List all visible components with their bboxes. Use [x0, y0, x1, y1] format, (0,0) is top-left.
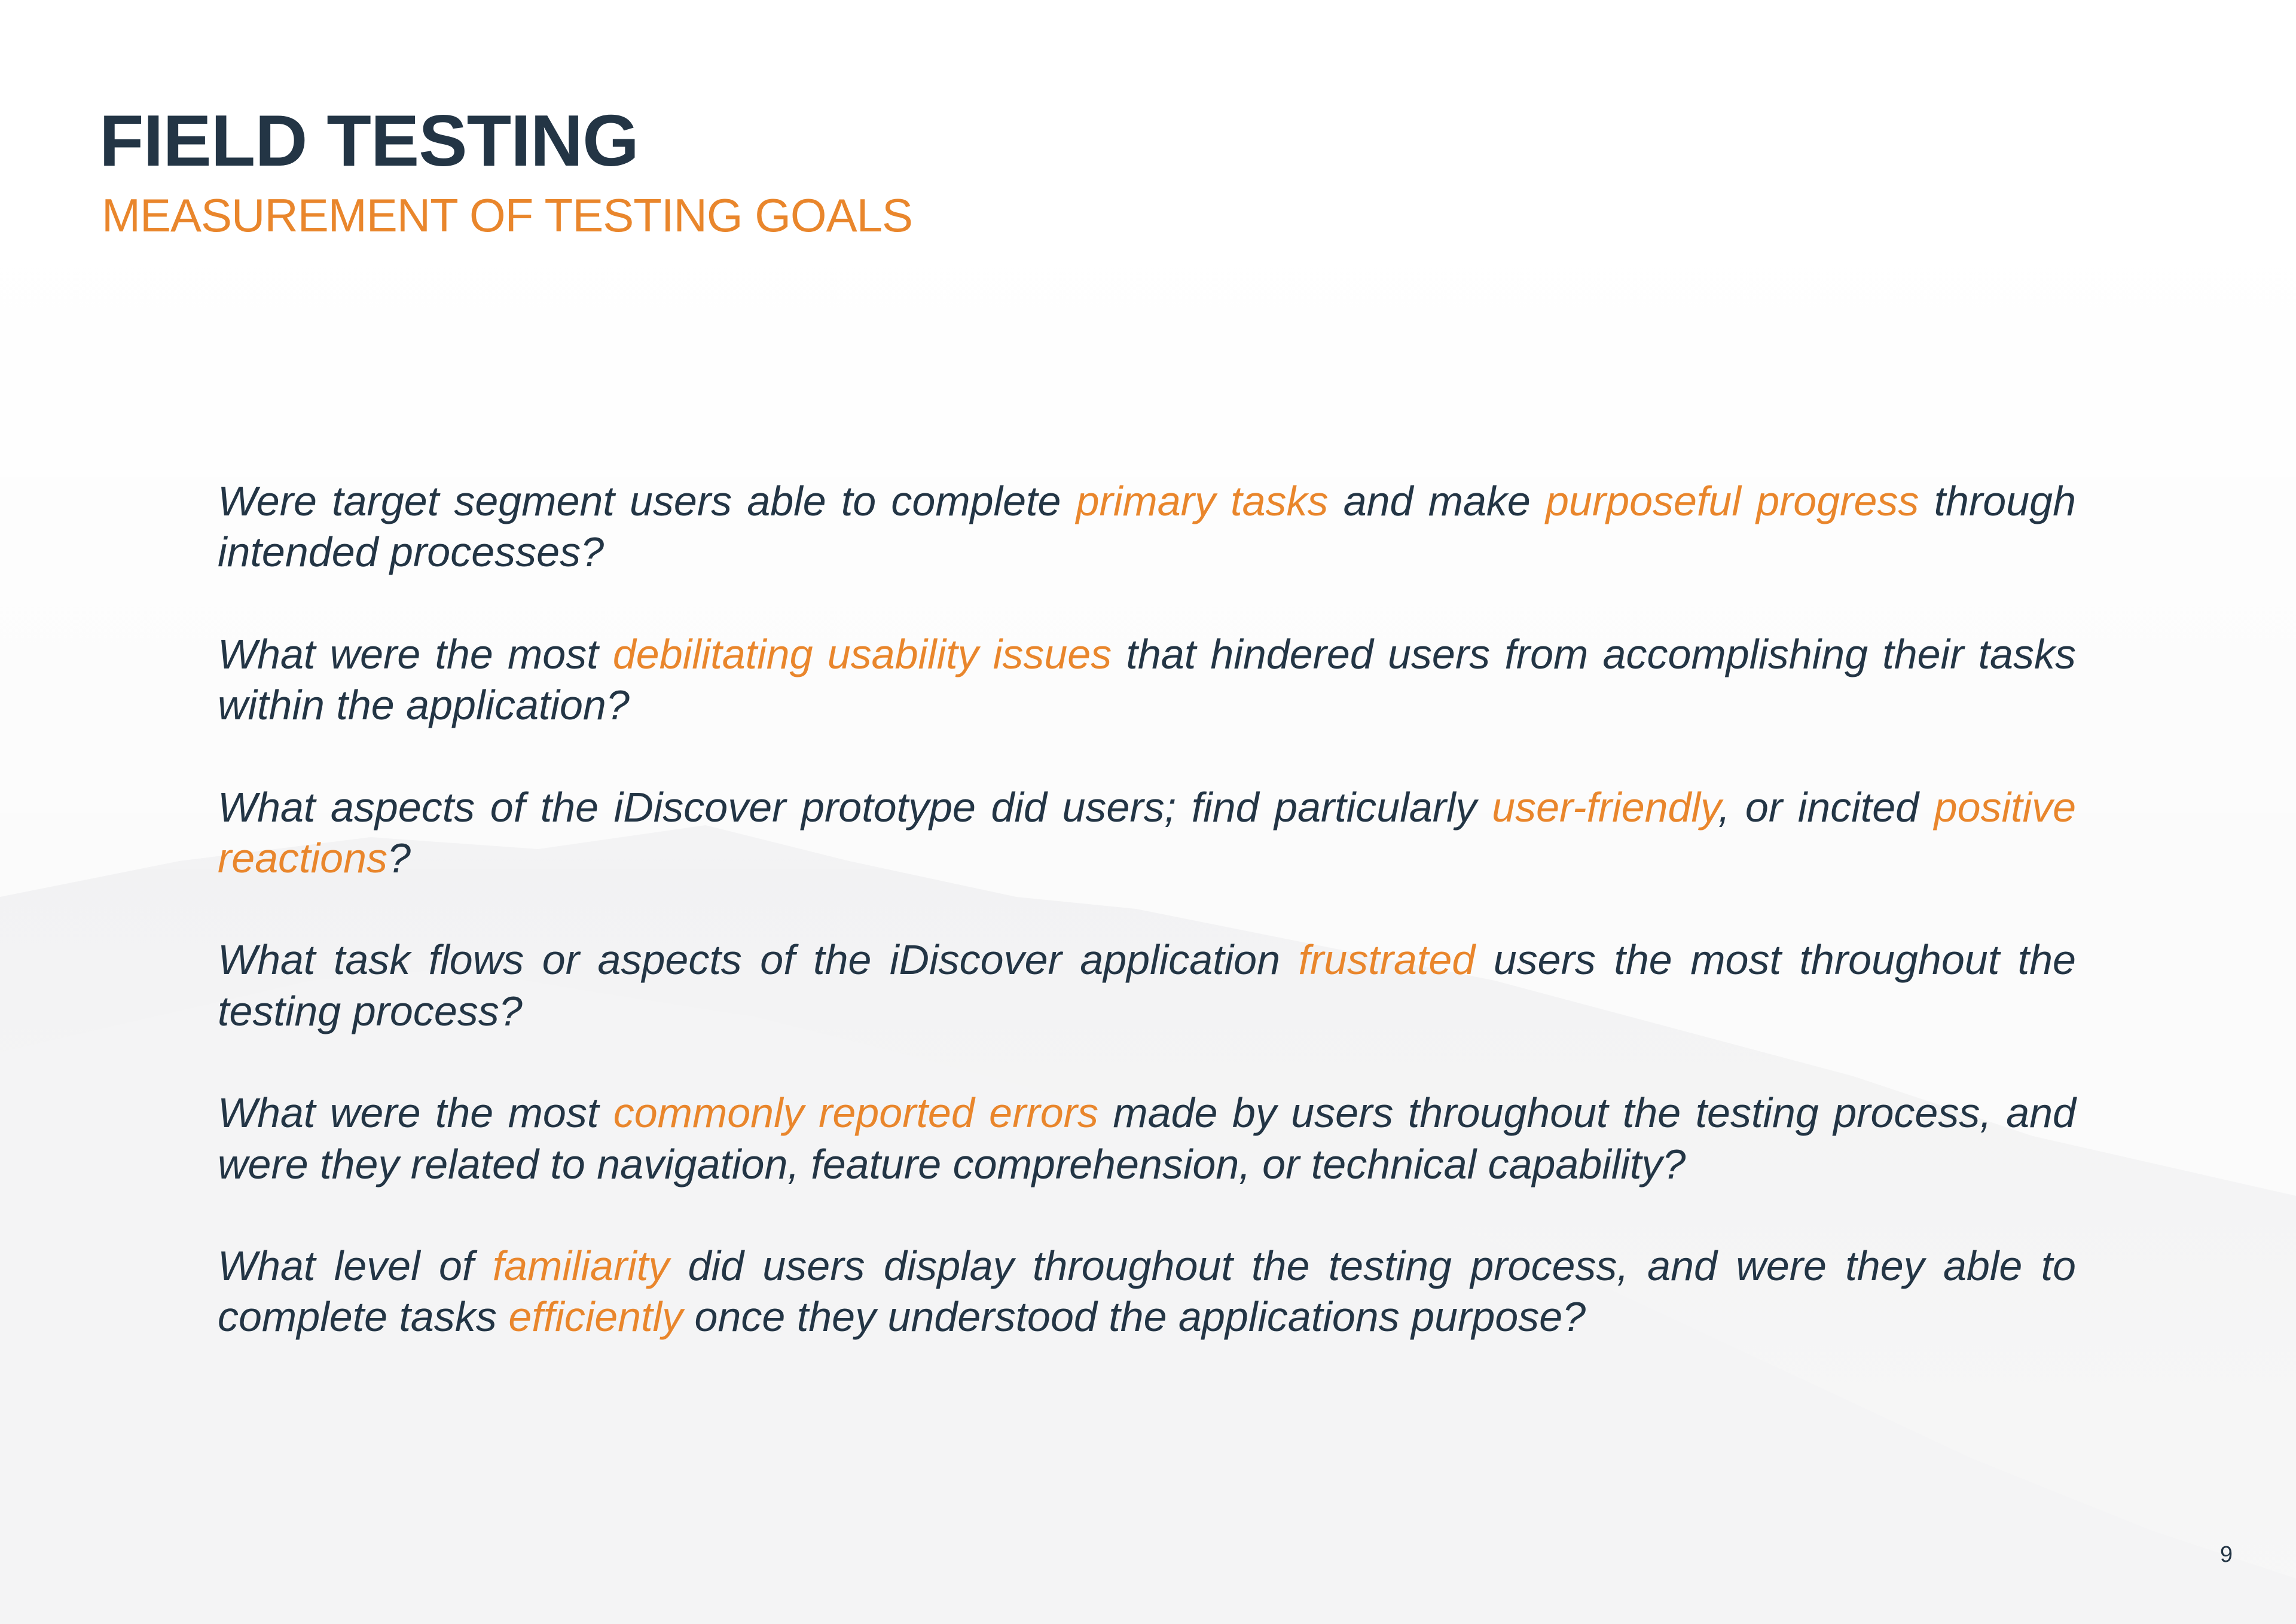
testing-question	[218, 1241, 2076, 1343]
question-text: users the most throughout the testing process?	[218, 936, 2076, 1034]
highlighted-phrase: purposeful progress	[1546, 478, 1919, 524]
testing-question	[218, 476, 2076, 578]
question-text: once they understood the applications purpose?	[683, 1293, 1586, 1341]
highlighted-phrase: debilitating usability issues	[612, 630, 1112, 677]
testing-question	[218, 782, 2076, 884]
highlighted-phrase: frustrated	[1298, 936, 1476, 984]
question-text: made by users throughout the testing process, and were they related to navigation, feature comprehension, or technical capability?	[218, 1089, 2076, 1188]
highlighted-phrase: familiarity	[492, 1242, 670, 1289]
question-text: that hindered users from accomplishing their tasks within the application?	[218, 630, 2076, 729]
question-text: What task flows or aspects of the iDiscover application	[218, 936, 1299, 984]
page-number: 9	[2219, 1542, 2233, 1567]
question-text: and make	[1328, 478, 1546, 524]
question-text: What were the most	[218, 630, 613, 677]
testing-question	[218, 629, 2076, 731]
question-text: What were the most	[218, 1089, 613, 1137]
highlighted-phrase: commonly reported errors	[613, 1089, 1098, 1137]
highlighted-phrase: positive reactions	[218, 783, 2076, 881]
question-text: Were target segment users able to complete	[218, 478, 1076, 524]
testing-goals-list	[218, 476, 2076, 1394]
page-subtitle: MEASUREMENT OF TESTING GOALS	[102, 189, 913, 242]
testing-question	[218, 935, 2076, 1037]
highlighted-phrase: primary tasks	[1076, 478, 1329, 524]
question-text: What level of	[218, 1242, 493, 1289]
question-text: did users display throughout the testing process, and were they able to complete tasks	[218, 1242, 2076, 1341]
question-text: What aspects of the iDiscover prototype did users; find particularly	[218, 783, 1492, 831]
page-title: FIELD TESTING	[99, 100, 639, 181]
question-text: ?	[387, 834, 411, 881]
question-text: , or incited	[1718, 783, 1934, 831]
highlighted-phrase: user-friendly	[1492, 783, 1718, 831]
question-text: through intended processes?	[218, 478, 2077, 576]
highlighted-phrase: efficiently	[508, 1293, 683, 1341]
testing-question	[218, 1088, 2076, 1190]
